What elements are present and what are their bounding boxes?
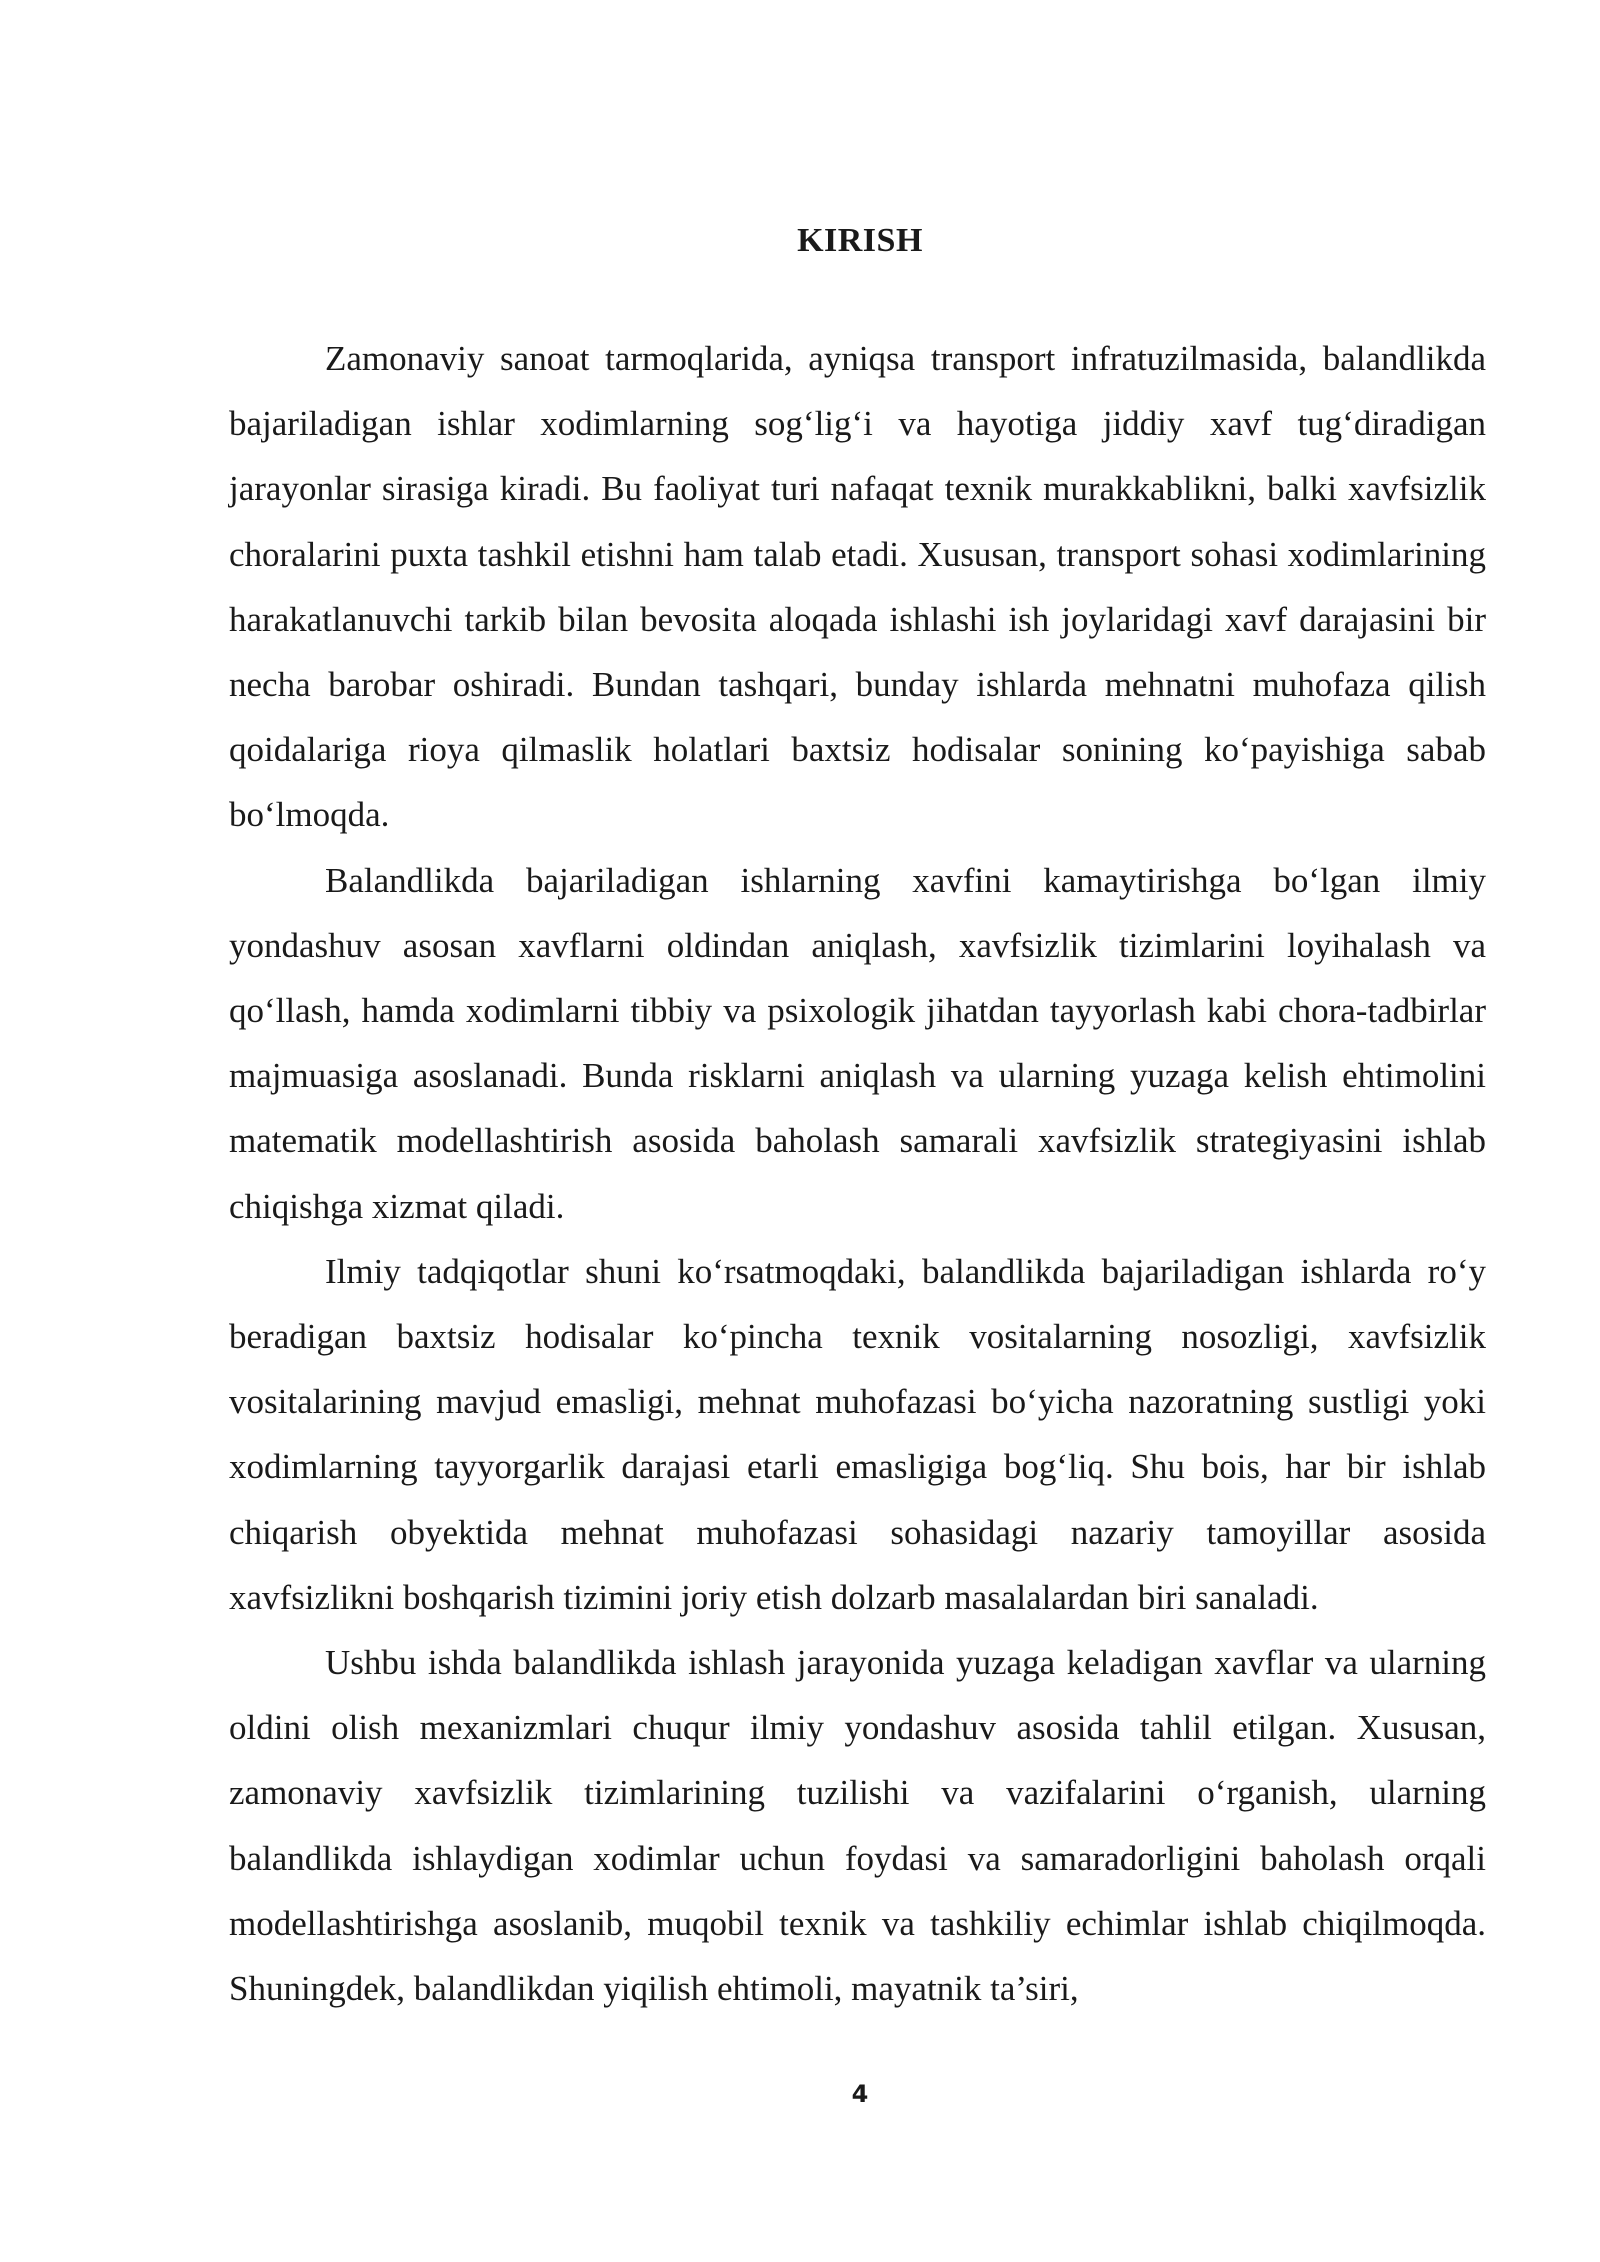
section-title: KIRISH [797,222,923,259]
paragraph-1: Zamonaviy sanoat tarmoqlarida, ayniqsa transport infratuzilmasida, balandlikda bajariladigan ishlar xodimlarning sog‘lig‘i va hayotiga jiddiy xavf tug‘diradigan jarayonlar sirasiga kiradi. Bu faoliyat turi nafaqat texnik murakkablikni, balki xavfsizlik choralarini puxta tashkil etishni ham talab etadi. Xususan, transport sohasi xodimlarining harakatlanuvchi tarkib bilan bevosita aloqada ishlashi ish joylaridagi xavf darajasini bir necha barobar oshiradi. Bundan tashqari, bunday ishlarda mehnatni muhofaza qilish qoidalariga rioya qilmaslik holatlari baxtsiz hodisalar sonining ko‘payishiga sabab bo‘lmoqda. [229,339,1486,835]
paragraph-2: Balandlikda bajariladigan ishlarning xavfini kamaytirishga bo‘lgan ilmiy yondashuv asosan xavflarni oldindan aniqlash, xavfsizlik tizimlarini loyihalash va qo‘llash, hamda xodimlarni tibbiy va psixologik jihatdan tayyorlash kabi chora-tadbirlar majmuasiga asoslanadi. Bunda risklarni aniqlash va ularning yuzaga kelish ehtimolini matematik modellashtirish asosida baholash samarali xavfsizlik strategiyasini ishlab chiqishga xizmat qiladi. [229,860,1486,1226]
paragraph-4: Ushbu ishda balandlikda ishlash jarayonida yuzaga keladigan xavflar va ularning oldini olish mexanizmlari chuqur ilmiy yondashuv asosida tahlil etilgan. Xususan, zamonaviy xavfsizlik tizimlarining tuzilishi va vazifalarini o‘rganish, ularning balandlikda ishlaydigan xodimlar uchun foydasi va samaradorligini baholash orqali modellashtirishga asoslanib, muqobil texnik va tashkiliy echimlar ishlab chiqilmoqda. Shuningdek, balandlikdan yiqilish ehtimoli, mayatnik ta’siri, [229,1643,1486,2009]
page-number: 4 [851,2080,869,2108]
body-text [229,326,1486,2021]
paragraph-3: Ilmiy tadqiqotlar shuni ko‘rsatmoqdaki, balandlikda bajariladigan ishlarda ro‘y beradigan baxtsiz hodisalar ko‘pincha texnik vositalarning nosozligi, xavfsizlik vositalarining mavjud emasligi, mehnat muhofazasi bo‘yicha nazoratning sustligi yoki xodimlarning tayyorgarlik darajasi etarli emasligiga bog‘liq. Shu bois, har bir ishlab chiqarish obyektida mehnat muhofazasi sohasidagi nazariy tamoyillar asosida xavfsizlikni boshqarish tizimini joriy etish dolzarb masalalardan biri sanaladi. [229,1251,1486,1617]
